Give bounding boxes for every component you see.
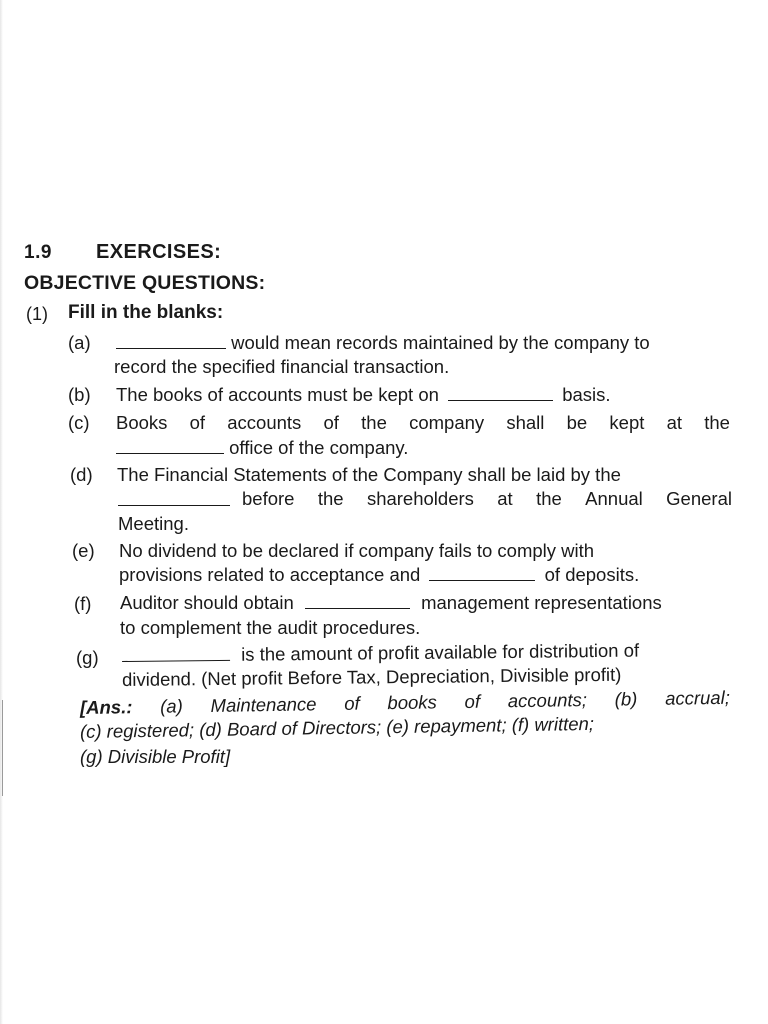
word: be xyxy=(566,412,588,433)
word: the xyxy=(704,412,730,433)
item-e-text1: provisions related to acceptance and xyxy=(119,564,421,585)
item-g-label: (g) xyxy=(76,647,99,668)
answers-line3: (g) Divisible Profit] xyxy=(80,746,231,767)
word: shareholders xyxy=(366,488,474,509)
item-d-line1: The Financial Statements of the Company shall be laid by the xyxy=(117,464,621,485)
item-c-label: (c) xyxy=(68,412,90,433)
answers-line2: (c) registered; (d) Board of Directors; (e) repayment; (f) written; xyxy=(79,712,595,742)
item-f-label: (f) xyxy=(74,593,92,614)
word: at xyxy=(666,412,683,433)
item-b-text2: basis. xyxy=(562,384,611,405)
item-e-line2 xyxy=(119,564,639,586)
word: of xyxy=(344,692,360,714)
word: books xyxy=(387,691,437,714)
blank xyxy=(305,595,410,609)
item-b-label: (b) xyxy=(68,384,91,405)
word: accounts; xyxy=(507,689,588,712)
item-a-label: (a) xyxy=(68,332,91,353)
item-a-line2: record the specified financial transaction. xyxy=(114,356,450,377)
word: company xyxy=(409,412,485,433)
blank xyxy=(116,440,224,454)
item-b-text1: The books of accounts must be kept on xyxy=(116,384,439,405)
blank xyxy=(448,387,553,401)
item-e-text2: of deposits. xyxy=(544,564,640,585)
blank xyxy=(429,567,535,581)
objective-questions-heading: OBJECTIVE QUESTIONS: xyxy=(24,272,266,294)
word: the xyxy=(536,488,562,509)
item-a-line1 xyxy=(116,332,650,354)
word: General xyxy=(666,488,732,509)
item-e-line1: No dividend to be declared if company fails to comply with xyxy=(119,540,595,561)
item-g-text1: is the amount of profit available for distribution of xyxy=(241,639,640,665)
word: Books xyxy=(116,412,168,433)
blank xyxy=(122,647,230,662)
word: (b) xyxy=(614,688,638,710)
word: of xyxy=(323,412,339,433)
word: the xyxy=(361,412,387,433)
word: kept xyxy=(609,412,645,433)
blank xyxy=(118,492,230,506)
item-f-text1: Auditor should obtain xyxy=(120,592,294,613)
item-d-line2-words xyxy=(242,488,732,510)
item-g-line2: dividend. (Net profit Before Tax, Depreciation, Divisible profit) xyxy=(121,663,622,690)
word: at xyxy=(497,488,513,509)
word: Annual xyxy=(585,488,643,509)
section-number: 1.9 xyxy=(24,242,52,263)
word: of xyxy=(464,690,481,712)
item-d-line3: Meeting. xyxy=(118,513,189,534)
word: accrual; xyxy=(664,686,731,709)
item-c-text2: office of the company. xyxy=(229,437,409,458)
blank xyxy=(116,335,226,349)
item-b-line1 xyxy=(116,384,611,406)
section-title: EXERCISES: xyxy=(96,241,222,263)
question-number: (1) xyxy=(26,304,48,324)
item-a-text1: would mean records maintained by the company to xyxy=(231,332,650,353)
word: the xyxy=(317,488,344,509)
item-e-label: (e) xyxy=(72,540,95,561)
word: accounts xyxy=(227,412,302,433)
question-title: Fill in the blanks: xyxy=(68,302,224,323)
word: Maintenance xyxy=(210,693,317,716)
binding-edge xyxy=(0,0,3,1024)
item-g-line1 xyxy=(122,640,639,667)
item-d-label: (d) xyxy=(70,464,93,485)
item-d-line2 xyxy=(118,488,732,510)
word: shall xyxy=(506,412,545,433)
item-f-text2: management representations xyxy=(421,592,662,613)
item-c-line2 xyxy=(116,437,408,459)
word: before xyxy=(242,488,295,509)
margin-mark xyxy=(2,700,3,796)
word: of xyxy=(189,412,206,433)
word: (a) xyxy=(160,695,183,717)
answers-prefix: [Ans.: xyxy=(79,696,133,718)
item-f-line1 xyxy=(120,592,662,614)
item-f-line2: to complement the audit procedures. xyxy=(120,617,421,638)
item-c-line1 xyxy=(116,412,730,434)
answers-line1 xyxy=(80,687,730,719)
